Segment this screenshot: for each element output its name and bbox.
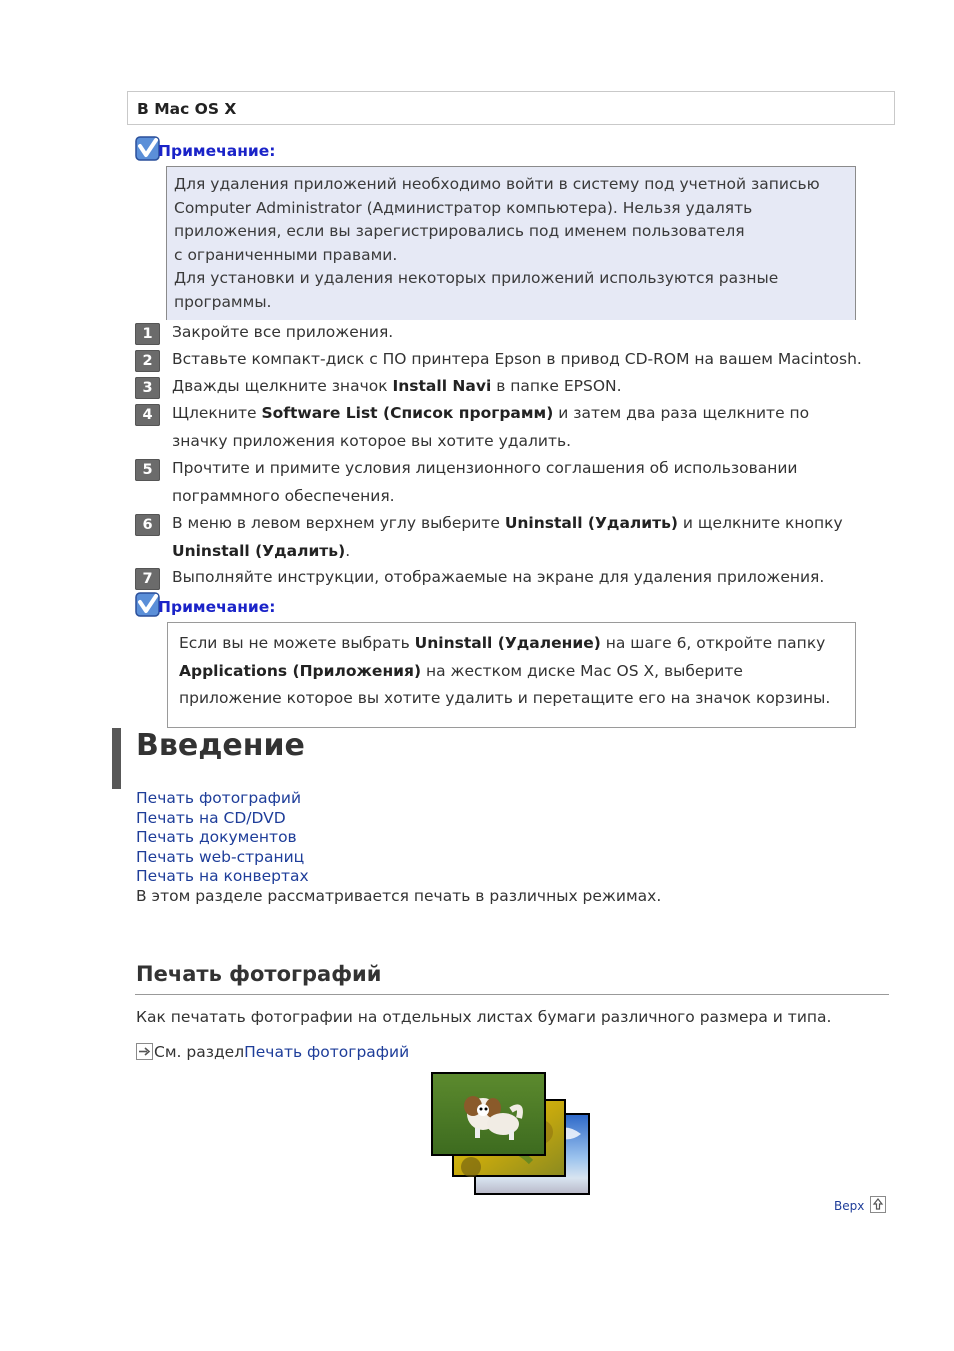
step-text: Вставьте компакт-диск с ПО принтера Epson в привод CD-ROM на вашем Macintosh.	[172, 350, 862, 368]
step-text: Прочтите и примите условия лицензионного соглашения об использовании пограммного обеспечения.	[172, 459, 798, 505]
note-line: Для удаления приложений необходимо войти в систему под учетной записью	[174, 175, 820, 193]
section-header	[127, 91, 895, 125]
note-box	[167, 622, 856, 728]
step-number-badge: 4	[135, 404, 160, 426]
see-also-link[interactable]: Печать фотографий	[244, 1043, 410, 1061]
link-envelope-printing[interactable]: Печать на конвертах	[136, 867, 309, 885]
uninstall-button-label: Uninstall (Удалить)	[172, 541, 346, 560]
section-description: Как печатать фотографии на отдельных листах бумаги различного размера и типа.	[136, 1008, 832, 1026]
note-line: с ограниченными правами.	[174, 245, 398, 264]
back-to-top-link[interactable]: Верх	[834, 1199, 865, 1213]
step-5	[135, 459, 797, 510]
section-heading: Печать фотографий	[136, 962, 382, 986]
link-web-printing[interactable]: Печать web-страниц	[136, 847, 305, 866]
step-text: Щлекните Software List (Список программ) и затем два раза щелкните по значку приложения которое вы хотите удалить.	[172, 404, 810, 450]
divider	[135, 994, 889, 995]
step-number-badge: 3	[135, 377, 160, 399]
section-title: В Mac OS X	[137, 100, 237, 118]
see-also-arrow-icon	[136, 1043, 153, 1060]
step-3	[135, 377, 622, 401]
page-title: Введение	[136, 728, 305, 763]
note-box	[166, 166, 856, 320]
checkmark-note-icon	[135, 592, 160, 617]
up-arrow-icon[interactable]	[870, 1196, 886, 1213]
note-header	[135, 592, 276, 617]
step-4	[135, 404, 809, 455]
photo-stack-illustration	[431, 1072, 591, 1196]
back-to-top	[834, 1196, 886, 1213]
link-photo-printing[interactable]: Печать фотографий	[136, 789, 302, 807]
note-line: Для установки и удаления некоторых приложений используются разные	[174, 269, 779, 288]
see-also-prefix: См. раздел	[154, 1043, 245, 1061]
step-text: Закройте все приложения.	[172, 323, 394, 341]
step-7	[135, 568, 824, 592]
link-document-printing[interactable]: Печать документов	[136, 828, 297, 846]
note-label: Примечание:	[158, 598, 276, 616]
heading-accent-bar	[112, 728, 121, 789]
step-1	[135, 323, 393, 347]
see-also	[136, 1043, 409, 1061]
step-number-badge: 6	[135, 514, 160, 536]
note-header	[135, 136, 276, 161]
step-2	[135, 350, 862, 374]
step-text: Выполняйте инструкции, отображаемые на экране для удаления приложения.	[172, 568, 825, 586]
intro-text: В этом разделе рассматривается печать в различных режимах.	[136, 887, 662, 905]
topic-links	[136, 789, 309, 887]
note-line: Если вы не можете выбрать Uninstall (Удаление) на шаге 6, откройте папку	[179, 634, 826, 652]
link-cd-dvd-printing[interactable]: Печать на CD/DVD	[136, 808, 286, 827]
checkmark-note-icon	[135, 136, 160, 161]
note-label: Примечание:	[158, 142, 276, 160]
note-line: программы.	[174, 292, 272, 311]
note-line: Computer Administrator (Администратор компьютера). Нельзя удалять	[174, 198, 753, 217]
step-number-badge: 5	[135, 459, 160, 481]
note-line: Applications (Приложения) на жестком диске Mac OS X, выберите	[179, 661, 743, 680]
step-text: В меню в левом верхнем углу выберите Uninstall (Удалить) и щелкните кнопку Uninstall (Удалить).	[172, 514, 843, 560]
step-6	[135, 514, 843, 565]
install-navi-label: Install Navi	[392, 377, 492, 395]
software-list-label: Software List (Список программ)	[261, 404, 554, 422]
step-text: Дважды щелкните значок Install Navi в папке EPSON.	[172, 377, 622, 395]
dog-photo	[432, 1073, 545, 1155]
step-number-badge: 2	[135, 350, 160, 372]
uninstall-menu-label: Uninstall (Удалить)	[504, 514, 678, 532]
note-line: приложение которое вы хотите удалить и перетащите его на значок корзины.	[179, 689, 831, 707]
step-number-badge: 7	[135, 568, 160, 590]
note-line: приложения, если вы зарегистрировались под именем пользователя	[174, 222, 745, 241]
step-number-badge: 1	[135, 323, 160, 345]
